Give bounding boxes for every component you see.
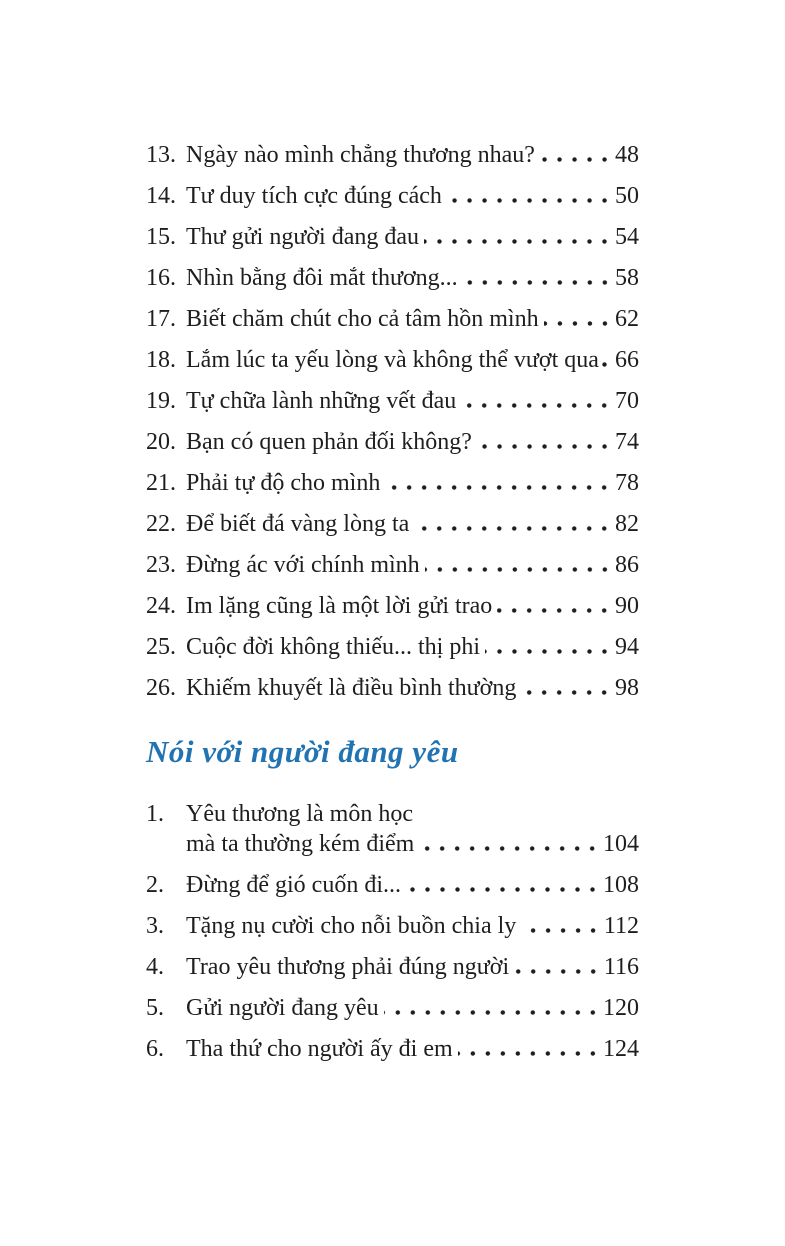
entry-title: Cuộc đời không thiếu... thị phi — [186, 634, 481, 660]
entry-number: 18. — [146, 347, 176, 373]
entry-line — [186, 952, 639, 982]
entry-title: mà ta thường kém điểm — [186, 831, 415, 857]
entry-title: Lắm lúc ta yếu lòng và không thể vượt qua — [186, 347, 599, 373]
entry-number: 14. — [146, 183, 176, 209]
dot-leader — [414, 526, 612, 531]
entry-number: 3. — [146, 913, 164, 939]
entry-line — [186, 673, 639, 703]
entry-number: 2. — [146, 872, 164, 898]
dot-leader — [425, 567, 612, 572]
entry-page-number: 66 — [615, 347, 639, 373]
entry-line — [186, 181, 639, 211]
entry-line — [186, 870, 639, 900]
entry-line — [186, 632, 639, 662]
entry-body — [186, 911, 639, 941]
toc-entry — [146, 140, 639, 170]
dot-leader — [540, 157, 612, 162]
entry-body — [186, 799, 639, 859]
entry-page-number: 108 — [603, 872, 639, 898]
toc-entry — [146, 468, 639, 498]
dot-leader — [461, 403, 612, 408]
toc-entry — [146, 1034, 639, 1064]
toc-entry — [146, 952, 639, 982]
entry-number: 20. — [146, 429, 176, 455]
dot-leader — [406, 887, 600, 892]
entry-body — [186, 468, 639, 498]
entry-line — [186, 591, 639, 621]
toc-entry — [146, 345, 639, 375]
toc-entry — [146, 386, 639, 416]
entry-page-number: 116 — [603, 954, 639, 980]
entry-body — [186, 591, 639, 621]
entry-line — [186, 222, 639, 252]
entry-line — [186, 911, 639, 941]
entry-title: Tặng nụ cười cho nỗi buồn chia ly — [186, 913, 517, 939]
dot-leader — [384, 1010, 600, 1015]
entry-body — [186, 427, 639, 457]
entry-title: Thư gửi người đang đau — [186, 224, 420, 250]
entry-body — [186, 386, 639, 416]
entry-body — [186, 140, 639, 170]
entry-line — [186, 1034, 639, 1064]
entry-body — [186, 509, 639, 539]
entry-body — [186, 263, 639, 293]
toc-entry — [146, 263, 639, 293]
entry-title: Yêu thương là môn học — [186, 801, 413, 827]
entry-body — [186, 673, 639, 703]
dot-leader — [602, 362, 612, 367]
entry-page-number: 124 — [603, 1036, 639, 1062]
entry-line — [186, 509, 639, 539]
dot-leader — [458, 1051, 600, 1056]
entry-body — [186, 993, 639, 1023]
toc-entry — [146, 993, 639, 1023]
dot-leader — [419, 846, 600, 851]
dot-leader — [463, 280, 612, 285]
entry-body — [186, 952, 639, 982]
entry-body — [186, 345, 639, 375]
entry-body — [186, 550, 639, 580]
entry-line — [186, 386, 639, 416]
toc-entry — [146, 222, 639, 252]
entry-page-number: 90 — [615, 593, 639, 619]
entry-line — [186, 304, 639, 334]
entry-line — [186, 263, 639, 293]
entry-number: 6. — [146, 1036, 164, 1062]
entry-number: 19. — [146, 388, 176, 414]
section-heading: Nói với người đang yêu — [146, 734, 459, 769]
entry-title: Ngày nào mình chẳng thương nhau? — [186, 142, 535, 168]
entry-number: 24. — [146, 593, 176, 619]
entry-title: Bạn có quen phản đối không? — [186, 429, 472, 455]
entry-page-number: 82 — [615, 511, 639, 537]
dot-leader — [497, 608, 612, 613]
entry-page-number: 62 — [615, 306, 639, 332]
entry-title: Tự chữa lành những vết đau — [186, 388, 457, 414]
entry-line — [186, 427, 639, 457]
toc-entry — [146, 870, 639, 900]
entry-page-number: 86 — [615, 552, 639, 578]
entry-number: 25. — [146, 634, 176, 660]
entry-page-number: 94 — [615, 634, 639, 660]
entry-line — [186, 468, 639, 498]
dot-leader — [477, 444, 612, 449]
entry-title: Tha thứ cho người ấy đi em — [186, 1036, 453, 1062]
entry-page-number: 70 — [615, 388, 639, 414]
entry-number: 15. — [146, 224, 176, 250]
entry-line — [186, 829, 639, 859]
entry-title: Biết chăm chút cho cả tâm hồn mình — [186, 306, 539, 332]
toc-list-part2 — [146, 799, 639, 1064]
entry-page-number: 48 — [615, 142, 639, 168]
entry-title: Tư duy tích cực đúng cách — [186, 183, 442, 209]
entry-number: 17. — [146, 306, 176, 332]
entry-body — [186, 632, 639, 662]
toc-entry — [146, 550, 639, 580]
entry-body — [186, 222, 639, 252]
entry-body — [186, 181, 639, 211]
entry-page-number: 98 — [615, 675, 639, 701]
toc-entry — [146, 181, 639, 211]
entry-number: 22. — [146, 511, 176, 537]
entry-title: Nhìn bằng đôi mắt thương... — [186, 265, 458, 291]
entry-title: Gửi người đang yêu — [186, 995, 379, 1021]
entry-page-number: 112 — [603, 913, 639, 939]
dot-leader — [385, 485, 612, 490]
entry-body — [186, 870, 639, 900]
entry-number: 16. — [146, 265, 176, 291]
toc-entry — [146, 799, 639, 859]
toc-entry — [146, 427, 639, 457]
entry-title: Đừng ác với chính mình — [186, 552, 420, 578]
entry-page-number: 120 — [603, 995, 639, 1021]
toc-entry — [146, 509, 639, 539]
entry-title: Đừng để gió cuốn đi... — [186, 872, 401, 898]
entry-title: Im lặng cũng là một lời gửi trao — [186, 593, 493, 619]
entry-page-number: 104 — [603, 831, 639, 857]
dot-leader — [424, 239, 612, 244]
dot-leader — [521, 690, 612, 695]
toc-entry — [146, 673, 639, 703]
entry-page-number: 74 — [615, 429, 639, 455]
dot-leader — [485, 649, 612, 654]
entry-line — [186, 799, 639, 829]
entry-body — [186, 1034, 639, 1064]
toc-entry — [146, 632, 639, 662]
entry-page-number: 50 — [615, 183, 639, 209]
entry-line — [186, 345, 639, 375]
dot-leader — [447, 198, 612, 203]
entry-title: Trao yêu thương phải đúng người — [186, 954, 510, 980]
entry-line — [186, 140, 639, 170]
toc-entry — [146, 304, 639, 334]
dot-leader — [514, 969, 601, 974]
entry-number: 21. — [146, 470, 176, 496]
entry-page-number: 78 — [615, 470, 639, 496]
dot-leader — [521, 928, 601, 933]
entry-body — [186, 304, 639, 334]
entry-number: 23. — [146, 552, 176, 578]
entry-title: Phải tự độ cho mình — [186, 470, 381, 496]
entry-page-number: 54 — [615, 224, 639, 250]
entry-title: Để biết đá vàng lòng ta — [186, 511, 410, 537]
entry-title: Khiếm khuyết là điều bình thường — [186, 675, 517, 701]
entry-number: 26. — [146, 675, 176, 701]
entry-line — [186, 550, 639, 580]
entry-number: 5. — [146, 995, 164, 1021]
toc-list-part1 — [146, 140, 639, 703]
entry-line — [186, 993, 639, 1023]
toc-entry — [146, 591, 639, 621]
entry-number: 4. — [146, 954, 164, 980]
toc-entry — [146, 911, 639, 941]
entry-number: 1. — [146, 801, 164, 827]
entry-number: 13. — [146, 142, 176, 168]
entry-page-number: 58 — [615, 265, 639, 291]
dot-leader — [544, 321, 612, 326]
